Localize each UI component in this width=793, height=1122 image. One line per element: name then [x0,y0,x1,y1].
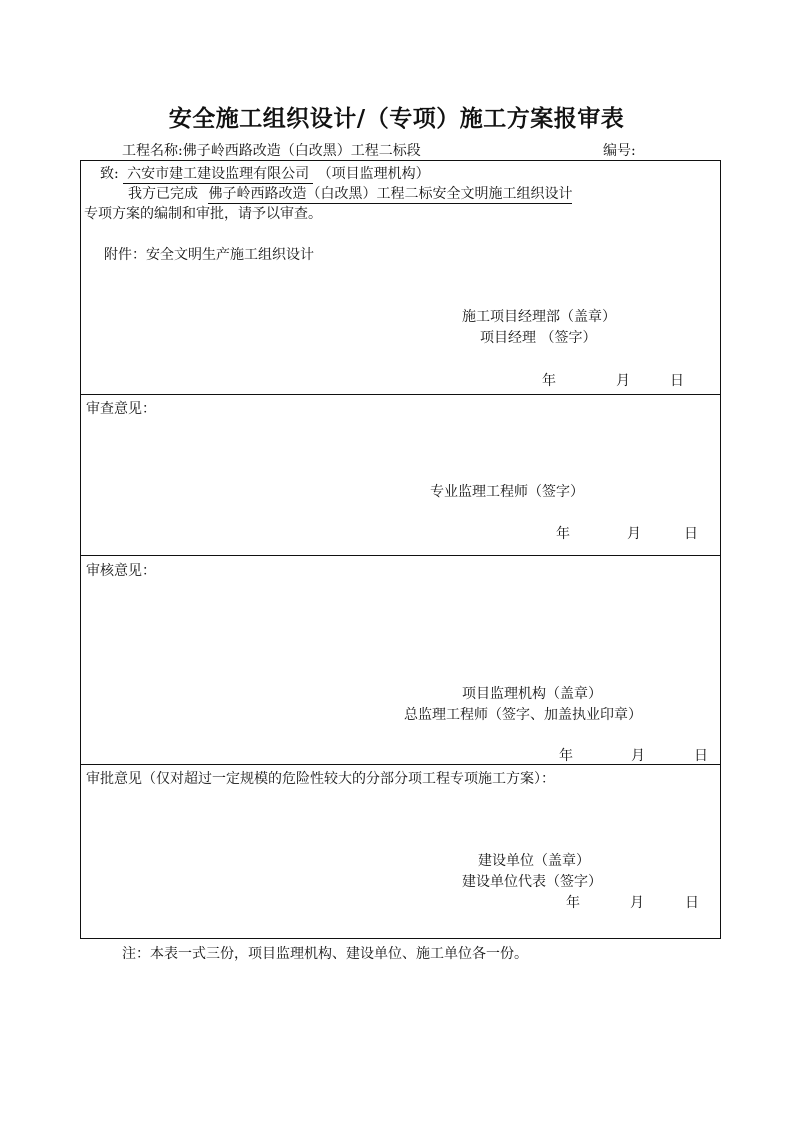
project-name-row [122,140,459,161]
audit-date-year: 年 [559,748,573,764]
audit-date-day: 日 [694,748,708,764]
supervisor-suffix: （项目监理机构） [317,166,430,182]
audit-label: 审核意见： [86,563,156,579]
divider-approval [80,764,721,765]
review-signer-label: 专业监理工程师（签字） [430,484,584,500]
review-date-day: 日 [684,526,698,542]
review-label: 审查意见： [86,401,156,417]
approval-date-day: 日 [685,895,699,911]
approval-date-month: 月 [630,895,644,911]
completed-row [128,183,572,204]
completed-item: 佛子岭西路改造（白改黑）工程二标安全文明施工组织设计 [208,183,572,204]
divider-audit [80,555,721,556]
form-title: 安全施工组织设计/（专项）施工方案报审表 [168,106,625,132]
submission-date-month: 月 [616,373,630,389]
addressee-row [100,163,430,184]
completed-prefix: 我方已完成 [128,186,198,202]
dept-seal-label: 施工项目经理部（盖章） [462,309,616,325]
manager-sign-label: 项目经理 （签字） [480,330,597,346]
approval-seal-label: 建设单位（盖章） [478,853,590,869]
audit-signer-label: 总监理工程师（签字、加盖执业印章） [404,707,642,723]
attachment-text: 附件：安全文明生产施工组织设计 [104,247,314,263]
audit-date-month: 月 [631,748,645,764]
supervisor-name: 六安市建工建设监理有限公司 [123,163,313,184]
form-table [80,160,721,939]
review-date-month: 月 [627,526,641,542]
approval-date-year: 年 [566,895,580,911]
audit-seal-label: 项目监理机构（盖章） [462,686,602,702]
to-label: 致: [100,166,119,182]
footer-note: 注：本表一式三份，项目监理机构、建设单位、施工单位各一份。 [122,946,528,962]
submission-date-day: 日 [670,373,684,389]
review-date-year: 年 [556,526,570,542]
submission-date-year: 年 [542,373,556,389]
divider-review [80,394,721,395]
project-name-value: 佛子岭西路改造（白改黑）工程二标段 [183,140,459,161]
completed-suffix: 专项方案的编制和审批，请予以审查。 [84,206,322,222]
project-name-label: 工程名称: [122,143,183,159]
approval-label: 审批意见（仅对超过一定规模的危险性较大的分部分项工程专项施工方案）： [86,771,555,787]
form-number-label: 编号: [603,143,636,159]
approval-signer-label: 建设单位代表（签字） [462,874,602,890]
